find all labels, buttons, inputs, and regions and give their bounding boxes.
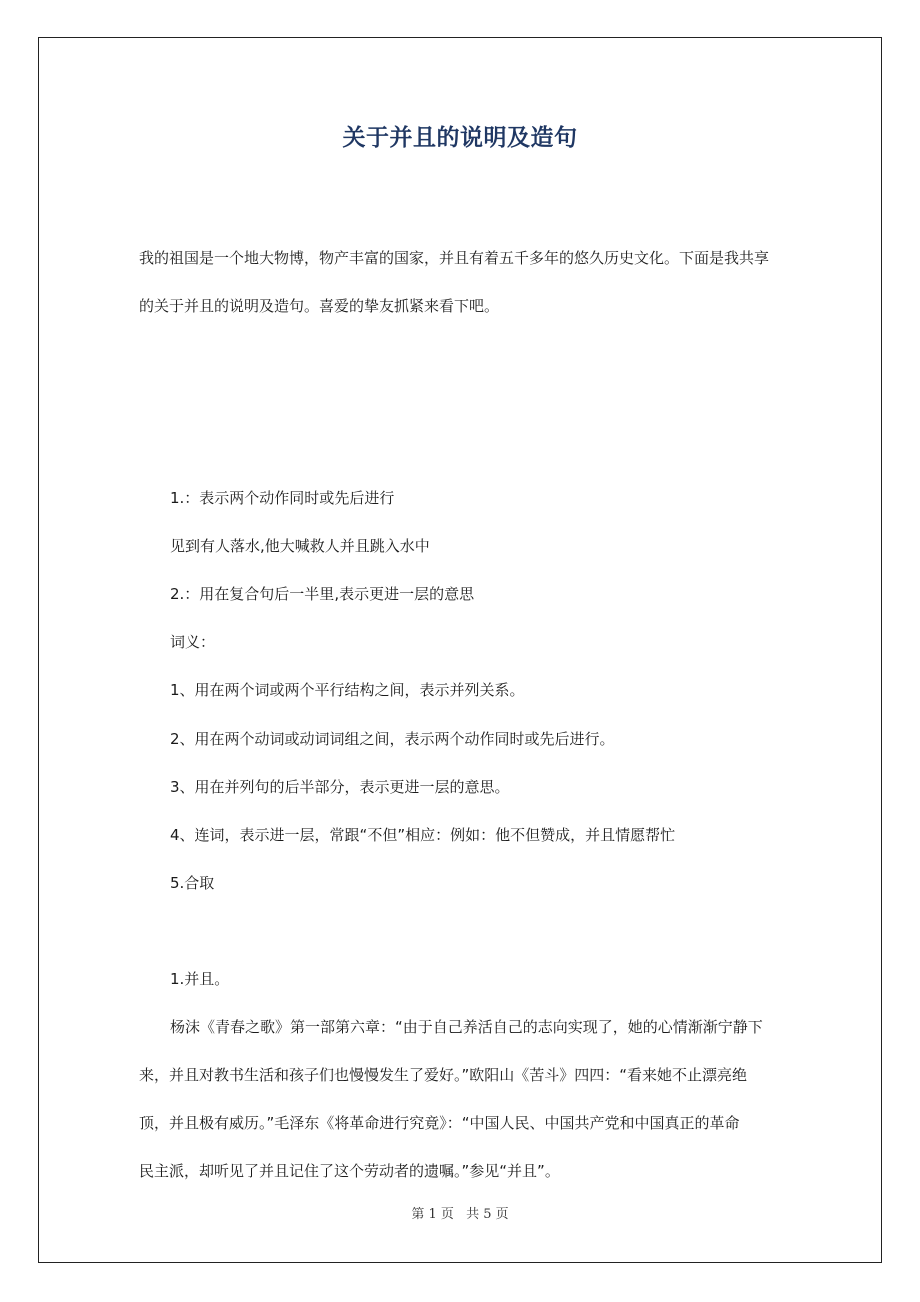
- list-item: 2.：用在复合句后一半里,表示更进一层的意思: [170, 585, 475, 603]
- page-footer: [0, 1205, 920, 1225]
- list-item: 2、用在两个动词或动词词组之间，表示两个动作同时或先后进行。: [170, 730, 615, 748]
- quote-line: 顶，并且极有威历。”毛泽东《将革命进行究竟》：“中国人民、中国共产党和中国真正的革命: [139, 1114, 740, 1132]
- intro-line: 我的祖国是一个地大物博，物产丰富的国家，并且有着五千多年的悠久历史文化。下面是我共享: [139, 249, 770, 267]
- list-item: 3、用在并列句的后半部分，表示更进一层的意思。: [170, 778, 510, 796]
- list-item: 词义：: [170, 633, 216, 651]
- quote-line: 民主派，却听见了并且记住了这个劳动者的遗嘱。”参见“并且”。: [139, 1162, 560, 1180]
- page-number: 第 1 页: [411, 1207, 454, 1222]
- list-item: 见到有人落水,他大喊救人并且跳入水中: [170, 537, 430, 555]
- section-heading: 1.并且。: [170, 970, 230, 988]
- document-title: 关于并且的说明及造句: [342, 125, 578, 151]
- intro-line: 的关于并且的说明及造句。喜爱的挚友抓紧来看下吧。: [139, 297, 500, 315]
- list-item: 1、用在两个词或两个平行结构之间，表示并列关系。: [170, 681, 525, 699]
- quote-line: 来，并且对教书生活和孩子们也慢慢发生了爱好。”欧阳山《苦斗》四四：“看来她不止漂亮绝: [139, 1066, 748, 1084]
- list-item: 1.：表示两个动作同时或先后进行: [170, 489, 395, 507]
- page-total: 共 5 页: [466, 1207, 509, 1222]
- list-item: 4、连词，表示进一层，常跟“不但”相应：例如：他不但赞成，并且情愿帮忙: [170, 826, 676, 844]
- quote-line: 杨沫《青春之歌》第一部第六章：“由于自己养活自己的志向实现了，她的心情渐渐宁静下: [170, 1018, 763, 1036]
- list-item: 5.合取: [170, 874, 215, 892]
